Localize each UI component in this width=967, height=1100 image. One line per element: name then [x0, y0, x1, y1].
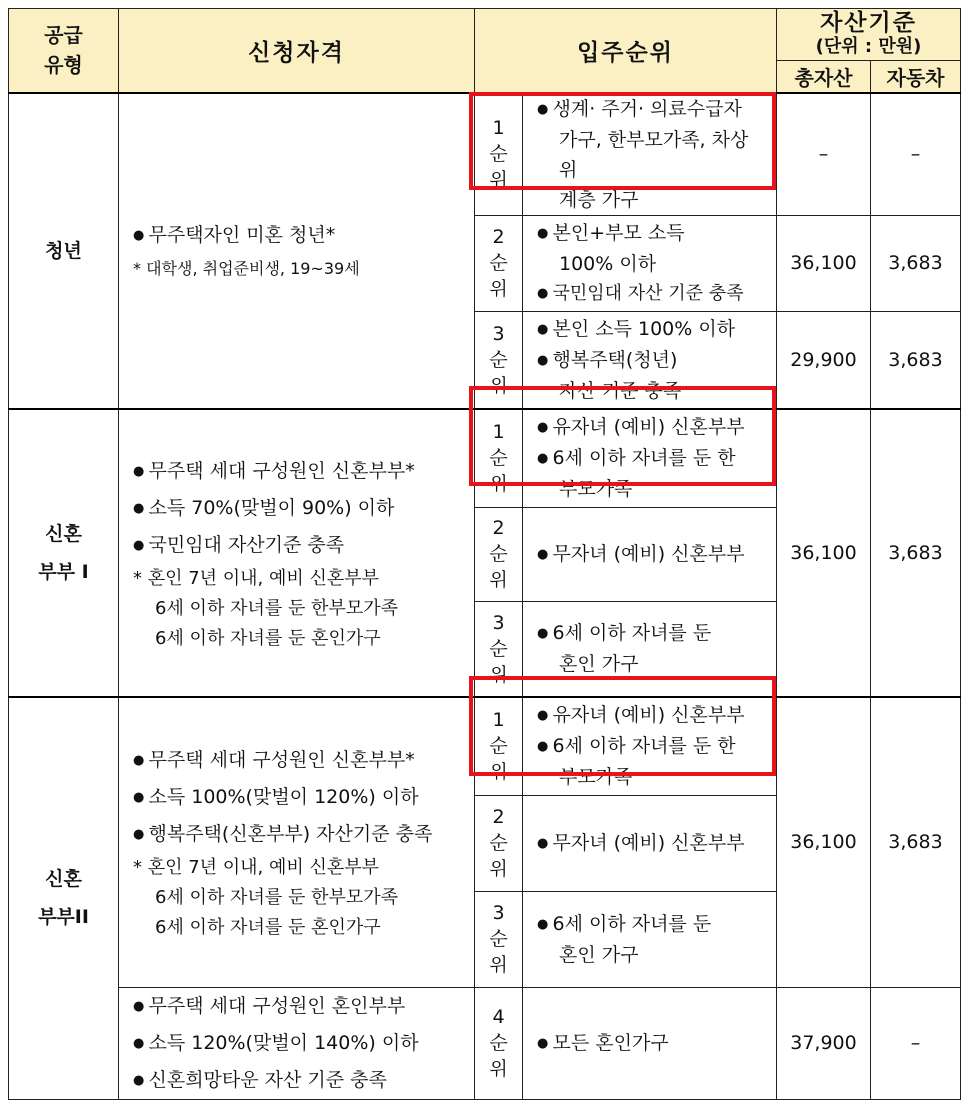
- youth-qualification: [119, 93, 475, 410]
- newlywed1-rank-2: 2 순 위: [475, 507, 523, 601]
- youth-priority-2: [523, 215, 777, 311]
- header-asset-unit: (단위 : 만원): [815, 35, 922, 57]
- newlywed2-qualification: [119, 697, 475, 987]
- header-asset: [777, 9, 961, 61]
- header-supply-type-line1: 공급: [44, 23, 83, 48]
- newlywed2-row4-qualification: [119, 987, 475, 1099]
- youth-total-1: –: [777, 93, 871, 216]
- header-supply-type: [9, 9, 119, 93]
- newlywed1-total: 36,100: [777, 409, 871, 697]
- newlywed1-type-line1: 신혼: [45, 523, 82, 545]
- newlywed1-priority-2: [523, 507, 777, 601]
- newlywed1-note-3: 6세 이하 자녀를 둔 혼인가구: [155, 627, 381, 649]
- header-asset-title: 자산기준: [820, 9, 917, 36]
- youth-p1-line1: ● 생계· 주거· 의료수급자: [537, 94, 764, 125]
- newlywed2-row4-total: 37,900: [777, 987, 871, 1099]
- youth-rank-2: 2 순 위: [475, 215, 523, 311]
- newlywed2-rank-3: 3 순 위: [475, 891, 523, 987]
- newlywed2-priority-4: [523, 987, 777, 1099]
- newlywed2-p1-line1: ● 유자녀 (예비) 신혼부부: [537, 700, 764, 731]
- newlywed2-type-line1: 신혼: [45, 868, 82, 891]
- header-priority: 입주순위: [475, 9, 777, 93]
- newlywed2-priority-3: [523, 891, 777, 987]
- newlywed2-rank-1: 1 순 위: [475, 697, 523, 795]
- newlywed2-note-3: 6세 이하 자녀를 둔 혼인가구: [155, 916, 381, 938]
- youth-p1-line2: 가구, 한부모가족, 차상위: [559, 128, 749, 181]
- youth-p2-line2: 100% 이하: [559, 252, 657, 275]
- youth-p2-line1: ● 본인+부모 소득: [537, 218, 764, 249]
- header-supply-type-line2: 유형: [44, 53, 83, 78]
- newlywed2-row4-car: –: [871, 987, 961, 1099]
- newlywed1-type-line2: 부부 I: [38, 561, 89, 583]
- newlywed1-qual-3: ● 국민임대 자산기준 충족: [133, 527, 464, 564]
- newlywed2-p3-line2: 혼인 가구: [559, 943, 639, 966]
- youth-note: * 대학생, 취업준비생, 19~39세: [133, 259, 360, 279]
- type-newlywed-2: [9, 697, 119, 1099]
- youth-total-3: 29,900: [777, 311, 871, 409]
- youth-rank-1: 1 순 위: [475, 93, 523, 216]
- newlywed1-p3-line1: ● 6세 이하 자녀를 둔: [537, 618, 764, 649]
- newlywed1-p3-line2: 혼인 가구: [559, 653, 639, 676]
- newlywed2-row4-qual-1: ● 무주택 세대 구성원인 혼인부부: [133, 988, 464, 1025]
- newlywed2-total: 36,100: [777, 697, 871, 987]
- youth-car-3: 3,683: [871, 311, 961, 409]
- newlywed1-p1-line1: ● 유자녀 (예비) 신혼부부: [537, 412, 764, 443]
- highlight-newlywed2-rank-1: [469, 676, 776, 776]
- newlywed1-p2-line1: ● 무자녀 (예비) 신혼부부: [537, 539, 764, 570]
- newlywed2-car: 3,683: [871, 697, 961, 987]
- newlywed2-p4-line1: ● 모든 혼인가구: [537, 1028, 764, 1059]
- highlight-newlywed1-rank-1: [469, 386, 776, 486]
- youth-car-2: 3,683: [871, 215, 961, 311]
- youth-p3-line3: 자산 기준 충족: [559, 379, 682, 402]
- newlywed2-qual-1: ● 무주택 세대 구성원인 신혼부부*: [133, 742, 464, 779]
- youth-p1-line3: 계층 가구: [559, 188, 639, 211]
- newlywed2-row4-qual-2: ● 소득 120%(맞벌이 140%) 이하: [133, 1025, 464, 1062]
- newlywed1-qual-2: ● 소득 70%(맞벌이 90%) 이하: [133, 490, 464, 527]
- newlywed1-qual-1: ● 무주택 세대 구성원인 신혼부부*: [133, 453, 464, 490]
- header-qualification: 신청자격: [119, 9, 475, 93]
- newlywed1-p1-line3: 부모가족: [559, 478, 633, 501]
- youth-qual-1: ● 무주택자인 미혼 청년*: [133, 217, 464, 254]
- newlywed1-note-1: * 혼인 7년 이내, 예비 신혼부부: [133, 567, 380, 589]
- newlywed2-qual-2: ● 소득 100%(맞벌이 120%) 이하: [133, 779, 464, 816]
- newlywed1-car: 3,683: [871, 409, 961, 697]
- newlywed1-rank-3: 3 순 위: [475, 601, 523, 697]
- youth-rank-3: 3 순 위: [475, 311, 523, 409]
- newlywed2-note-2: 6세 이하 자녀를 둔 한부모가족: [155, 886, 398, 908]
- youth-p3-line2: ● 행복주택(청년): [537, 345, 764, 376]
- newlywed2-type-line2: 부부II: [38, 906, 89, 929]
- newlywed2-priority-2: [523, 795, 777, 891]
- highlight-youth-rank-1: [469, 92, 776, 190]
- header-car: 자동차: [871, 61, 961, 93]
- newlywed2-p1-line2: ● 6세 이하 자녀를 둔 한: [537, 731, 764, 762]
- newlywed2-note-1: * 혼인 7년 이내, 예비 신혼부부: [133, 856, 380, 878]
- newlywed2-rank-2: 2 순 위: [475, 795, 523, 891]
- newlywed1-rank-1: 1 순 위: [475, 409, 523, 507]
- newlywed2-rank-4: 4 순 위: [475, 987, 523, 1099]
- youth-total-2: 36,100: [777, 215, 871, 311]
- type-youth: 청년: [9, 93, 119, 410]
- newlywed2-qual-3: ● 행복주택(신혼부부) 자산기준 충족: [133, 816, 464, 853]
- youth-p2-line3: ● 국민임대 자산 기준 충족: [537, 279, 764, 309]
- newlywed1-note-2: 6세 이하 자녀를 둔 한부모가족: [155, 597, 398, 619]
- newlywed2-p1-line3: 부모가족: [559, 766, 633, 789]
- newlywed1-p1-line2: ● 6세 이하 자녀를 둔 한: [537, 443, 764, 474]
- type-newlywed-1: [9, 409, 119, 697]
- newlywed2-p2-line1: ● 무자녀 (예비) 신혼부부: [537, 828, 764, 859]
- youth-p3-line1: ● 본인 소득 100% 이하: [537, 314, 764, 345]
- header-total-assets: 총자산: [777, 61, 871, 93]
- youth-car-1: –: [871, 93, 961, 216]
- newlywed1-qualification: [119, 409, 475, 697]
- newlywed2-p3-line1: ● 6세 이하 자녀를 둔: [537, 909, 764, 940]
- newlywed2-row4-qual-3: ● 신혼희망타운 자산 기준 충족: [133, 1062, 464, 1099]
